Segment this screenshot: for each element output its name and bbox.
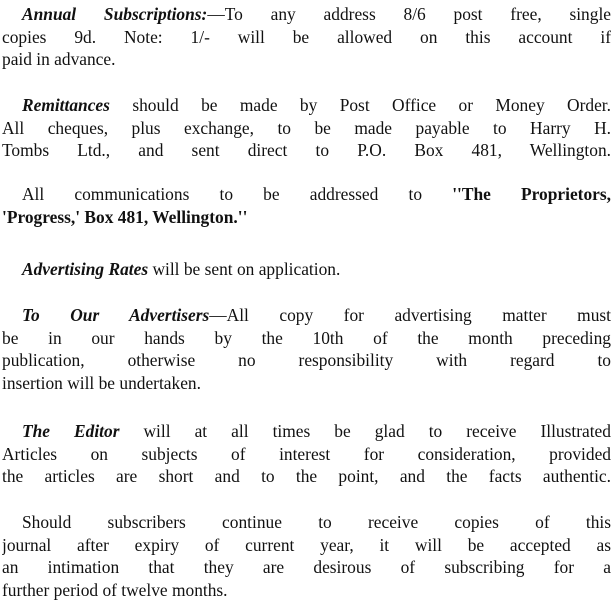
communications-notice [2,183,611,228]
advertising-rates-text: will be sent on application. [152,259,341,279]
remittances-notice [2,94,611,162]
communications-address-1: ''The Proprietors, [452,184,611,204]
subscriptions-line-1 [2,3,611,26]
subscribers-line-4: further period of twelve months. [2,579,228,600]
editor-line-3: the articles are short and to the point, and the facts authentic. [2,466,611,487]
advertisers-line-1 [2,304,611,327]
advertising-rates-heading: Advertising Rates [22,259,149,279]
communications-line-1 [2,183,611,206]
editor-text-1: will at all times be glad to receive Illustrated [143,421,611,441]
subscriptions-line-3: paid in advance. [2,49,116,70]
advertisers-notice [2,304,611,394]
subscribers-line-2: journal after expiry of current year, it will be accepted as [2,534,611,555]
remittances-line-3: Tombs Ltd., and sent direct to P.O. Box 481, Wellington. [2,140,611,161]
subscriptions-heading: Annual Subscriptions: [22,4,208,24]
remittances-text-1: should be made by Post Office or Money Order. [132,95,611,115]
advertisers-line-3: publication, otherwise no responsibility with regard to [2,350,611,371]
remittances-heading: Remittances [22,95,110,115]
remittances-line-2: All cheques, plus exchange, to be made payable to Harry H. [2,117,611,138]
advertisers-text-1: —All copy for advertising matter must [209,305,611,325]
subscribers-line-1: Should subscribers continue to receive copies of this [22,512,611,532]
editor-line-2: Articles on subjects of interest for consideration, provided [2,443,611,464]
editor-heading: The Editor [22,421,120,441]
subscriptions-notice [2,3,611,71]
communications-text-1a: All communications to be addressed to [22,184,453,204]
editor-notice [2,420,611,488]
subscriptions-line-2: copies 9d. Note: 1/- will be allowed on this account if [2,26,611,47]
advertisers-heading: To Our Advertisers [22,305,210,325]
subscriptions-text-1: —To any address 8/6 post free, single [207,4,611,24]
remittances-line-1 [2,94,611,117]
advertising-rates-notice [2,258,611,281]
editor-line-1 [2,420,611,443]
communications-line-2: 'Progress,' Box 481, Wellington.'' [2,206,248,227]
advertisers-line-2: be in our hands by the 10th of the month preceding [2,327,611,348]
subscribers-line-3: an intimation that they are desirous of subscribing for a [2,557,611,578]
advertisers-line-4: insertion will be undertaken. [2,372,201,393]
advertising-rates-line [2,258,611,281]
subscribers-notice [2,511,611,601]
notices-page [2,0,611,600]
